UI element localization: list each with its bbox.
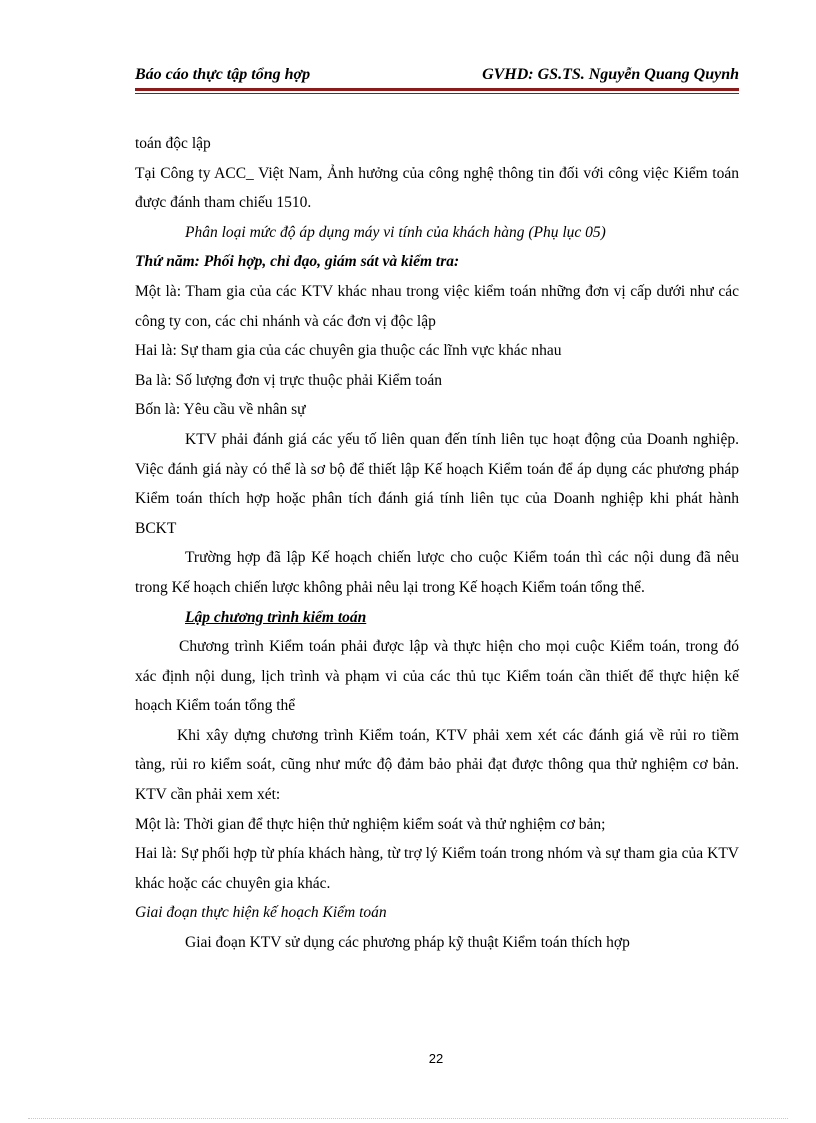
paragraph-acc-reference: Tại Công ty ACC_ Việt Nam, Ảnh hưởng của công nghệ thông tin đối với công việc Kiểm toán được đánh tham chiếu 1510. (135, 164, 739, 212)
header-rule-thick (135, 88, 739, 91)
list-item-two: Hai là: Sự tham gia của các chuyên gia thuộc các lĩnh vực khác nhau (135, 342, 562, 360)
header-supervisor: GVHD: GS.TS. Nguyễn Quang Quynh (482, 66, 739, 83)
list-item-one: Một là: Tham gia của các KTV khác nhau trong việc kiểm toán những đơn vị cấp dưới như các công ty con, các chi nhánh và các đơn vị độc lập (135, 282, 739, 330)
header-rule-thin (135, 93, 739, 94)
section-heading-program: Lập chương trình kiểm toán (185, 608, 367, 626)
paragraph-going-concern: KTV phải đánh giá các yếu tố liên quan đến tính liên tục hoạt động của Doanh nghiệp. Việc đánh giá này có thể là sơ bộ để thiết lập Kế hoạch Kiểm toán để áp dụng các phương pháp Kiểm toán thích hợp hoặc phân tích đánh giá tính liên tục của Doanh nghiệp khi phát hành BCKT (135, 430, 739, 537)
list-item-coordination: Hai là: Sự phối hợp từ phía khách hàng, từ trợ lý Kiểm toán trong nhóm và sự tham gia của KTV khác hoặc các chuyên gia khác. (135, 845, 739, 892)
page-body (135, 129, 739, 958)
paragraph-appendix-note: Phân loại mức độ áp dụng máy vi tính của khách hàng (Phụ lục 05) (185, 223, 606, 241)
paragraph-program-definition: Chương trình Kiểm toán phải được lập và thực hiện cho mọi cuộc Kiểm toán, trong đó xác định nội dung, lịch trình và phạm vi của các thủ tục Kiểm toán cần thiết để thực hiện kế hoạch Kiểm toán tổng thể (135, 638, 739, 715)
footer-dotted-line (28, 1118, 788, 1119)
paragraph-strategic-plan: Trường hợp đã lập Kế hoạch chiến lược cho cuộc Kiểm toán thì các nội dung đã nêu trong Kế hoạch chiến lược không phải nêu lại trong Kế hoạch Kiểm toán tổng thể. (135, 549, 739, 596)
list-item-timing: Một là: Thời gian để thực hiện thử nghiệm kiểm soát và thử nghiệm cơ bản; (135, 815, 606, 833)
list-item-three: Ba là: Số lượng đơn vị trực thuộc phải Kiểm toán (135, 371, 442, 389)
page-number: 22 (428, 1051, 444, 1066)
section-heading-program-wrap (135, 603, 739, 633)
paragraph-program-considerations: Khi xây dựng chương trình Kiểm toán, KTV phải xem xét các đánh giá về rủi ro tiềm tàng, rủi ro kiểm soát, cũng như mức độ đảm bảo phải đạt được thông qua thử nghiệm cơ bản. KTV cần phải xem xét: (135, 726, 739, 804)
header-report-title: Báo cáo thực tập tổng hợp (135, 66, 311, 83)
paragraph-execution: Giai đoạn KTV sử dụng các phương pháp kỹ thuật Kiểm toán thích hợp (185, 934, 630, 952)
running-header (135, 64, 739, 86)
section-heading-fifth: Thứ năm: Phối hợp, chỉ đạo, giám sát và kiểm tra: (135, 253, 460, 271)
section-heading-execution: Giai đoạn thực hiện kế hoạch Kiểm toán (135, 904, 387, 922)
paragraph-continuation: toán độc lập (135, 135, 211, 152)
list-item-four: Bốn là: Yêu cầu về nhân sự (135, 401, 306, 419)
